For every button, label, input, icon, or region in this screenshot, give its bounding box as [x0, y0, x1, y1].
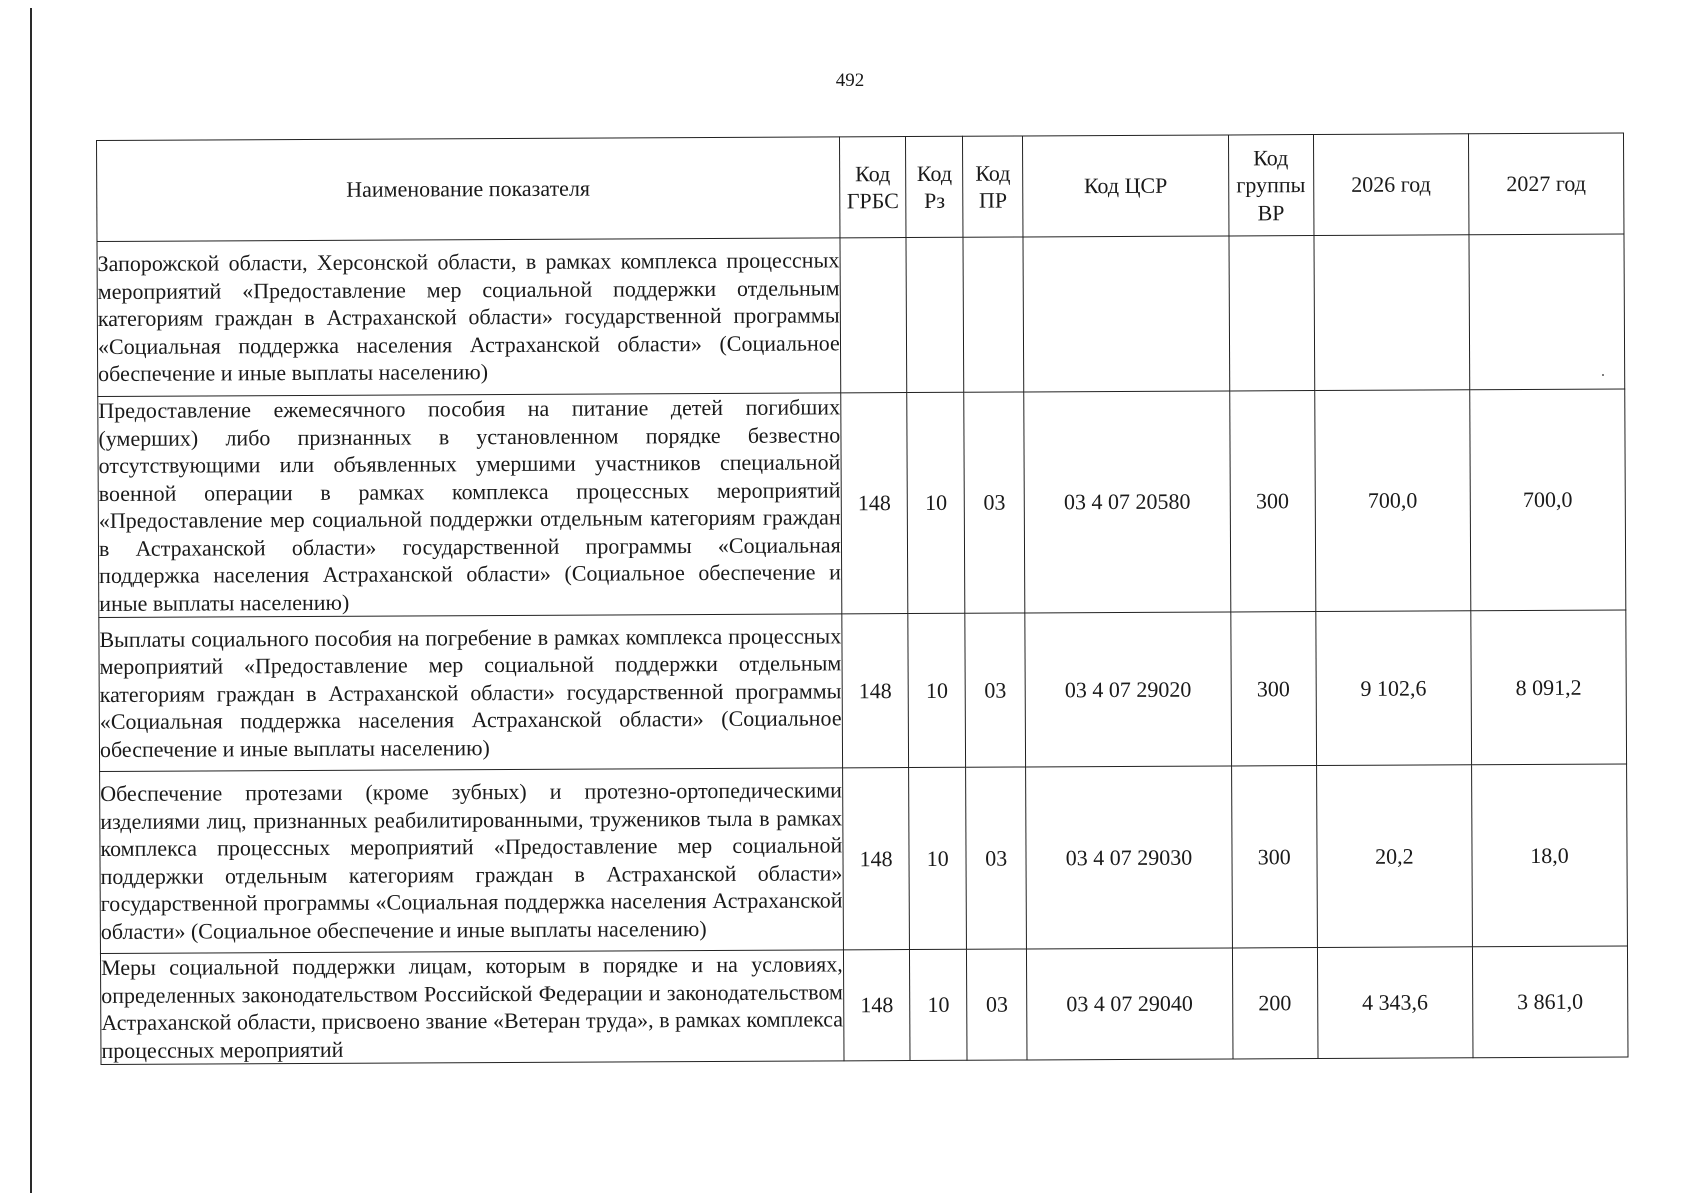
binding-margin-line	[30, 8, 32, 1193]
scan-speck	[1602, 374, 1604, 376]
header-2027: 2027 год	[1468, 133, 1624, 235]
row-rz: 10	[910, 949, 967, 1060]
row-2026: 4 343,6	[1317, 947, 1473, 1059]
row-pr	[963, 237, 1024, 392]
row-vr: 300	[1231, 766, 1317, 948]
table-row	[97, 234, 1625, 396]
row-2026: 9 102,6	[1316, 611, 1472, 766]
row-csr: 03 4 07 29020	[1025, 612, 1231, 767]
row-2027: 700,0	[1470, 389, 1626, 611]
row-rz	[906, 237, 964, 392]
header-2026: 2026 год	[1313, 134, 1469, 236]
row-csr: 03 4 07 29030	[1026, 766, 1232, 949]
row-grbs	[840, 238, 907, 393]
row-csr: 03 4 07 29040	[1027, 948, 1233, 1060]
row-pr: 03	[965, 613, 1026, 767]
row-grbs: 148	[842, 768, 910, 950]
row-rz: 10	[907, 392, 965, 613]
table-header-row	[97, 133, 1624, 241]
row-name: Обеспечение протезами (кроме зубных) и протезно-ортопедическими изделиями лиц, признанных реабилитированными, тружеников тыла в рамках комплекса процессных мероприятий «Предоставление мер социальной поддержки отдельным категориям граждан в Астраханской области» государственной программы «Социальная поддержка населения Астраханской области» (Социальное обеспечение и иные выплаты населению)	[100, 768, 844, 954]
row-grbs: 148	[840, 393, 908, 614]
row-vr: 200	[1232, 948, 1318, 1059]
table-row	[100, 946, 1628, 1064]
budget-table	[96, 133, 1629, 1065]
table-row	[100, 764, 1628, 953]
row-grbs: 148	[842, 614, 909, 768]
row-rz: 10	[908, 613, 966, 767]
row-rz: 10	[909, 767, 967, 949]
row-name: Запорожской области, Херсонской области, в рамках комплекса процессных мероприятий «Предоставление мер социальной поддержки отдельным категориям граждан в Астраханской области» государственной программы «Социальная поддержка населения Астраханской области» (Социальное обеспечение и иные выплаты населению)	[97, 238, 840, 397]
row-2026	[1314, 235, 1470, 391]
row-grbs: 148	[843, 950, 910, 1061]
row-vr: 300	[1230, 612, 1316, 766]
table-row	[98, 389, 1626, 617]
row-2027: 18,0	[1471, 764, 1627, 947]
row-vr	[1229, 236, 1315, 391]
header-vr: Код группы ВР	[1228, 135, 1314, 236]
row-name: Предоставление ежемесячного пособия на питание детей погибших (умерших) либо признанных в установленном порядке безвестно отсутствующими или объявленных умершими участников специальной военной операции в рамках комплекса процессных мероприятий «Предоставление мер социальной поддержки отдельным категориям граждан в Астраханской области» государственной программы «Социальная поддержка населения Астраханской области» (Социальное обеспечение и иные выплаты населению)	[98, 393, 842, 618]
header-pr: Код ПР	[963, 136, 1024, 237]
row-pr: 03	[966, 767, 1027, 949]
row-2026: 20,2	[1316, 765, 1472, 948]
page-number: 492	[835, 70, 865, 91]
row-pr: 03	[967, 949, 1028, 1060]
header-grbs: Код ГРБС	[839, 137, 906, 238]
row-2027	[1469, 234, 1625, 390]
row-pr: 03	[964, 392, 1025, 613]
table-row	[99, 610, 1627, 771]
row-2027: 8 091,2	[1471, 610, 1627, 765]
row-csr	[1023, 236, 1229, 392]
row-name: Выплаты социального пособия на погребение в рамках комплекса процессных мероприятий «Предоставление мер социальной поддержки отдельным категориям граждан в Астраханской области» государственной программы «Социальная поддержка населения Астраханской области» (Социальное обеспечение и иные выплаты населению)	[99, 614, 842, 772]
row-2026: 700,0	[1314, 390, 1470, 612]
header-name: Наименование показателя	[97, 137, 840, 242]
row-csr: 03 4 07 20580	[1024, 391, 1230, 613]
row-name: Меры социальной поддержки лицам, которым в порядке и на условиях, определенных законодательством Российской Федерации и законодательством Астраханской области, присвоено звание «Ветеран труда», в рамках комплекса процессных мероприятий	[100, 950, 843, 1065]
header-csr: Код ЦСР	[1023, 135, 1229, 237]
header-rz: Код Рз	[906, 136, 963, 237]
row-2027: 3 861,0	[1472, 946, 1628, 1058]
row-vr: 300	[1229, 391, 1315, 612]
